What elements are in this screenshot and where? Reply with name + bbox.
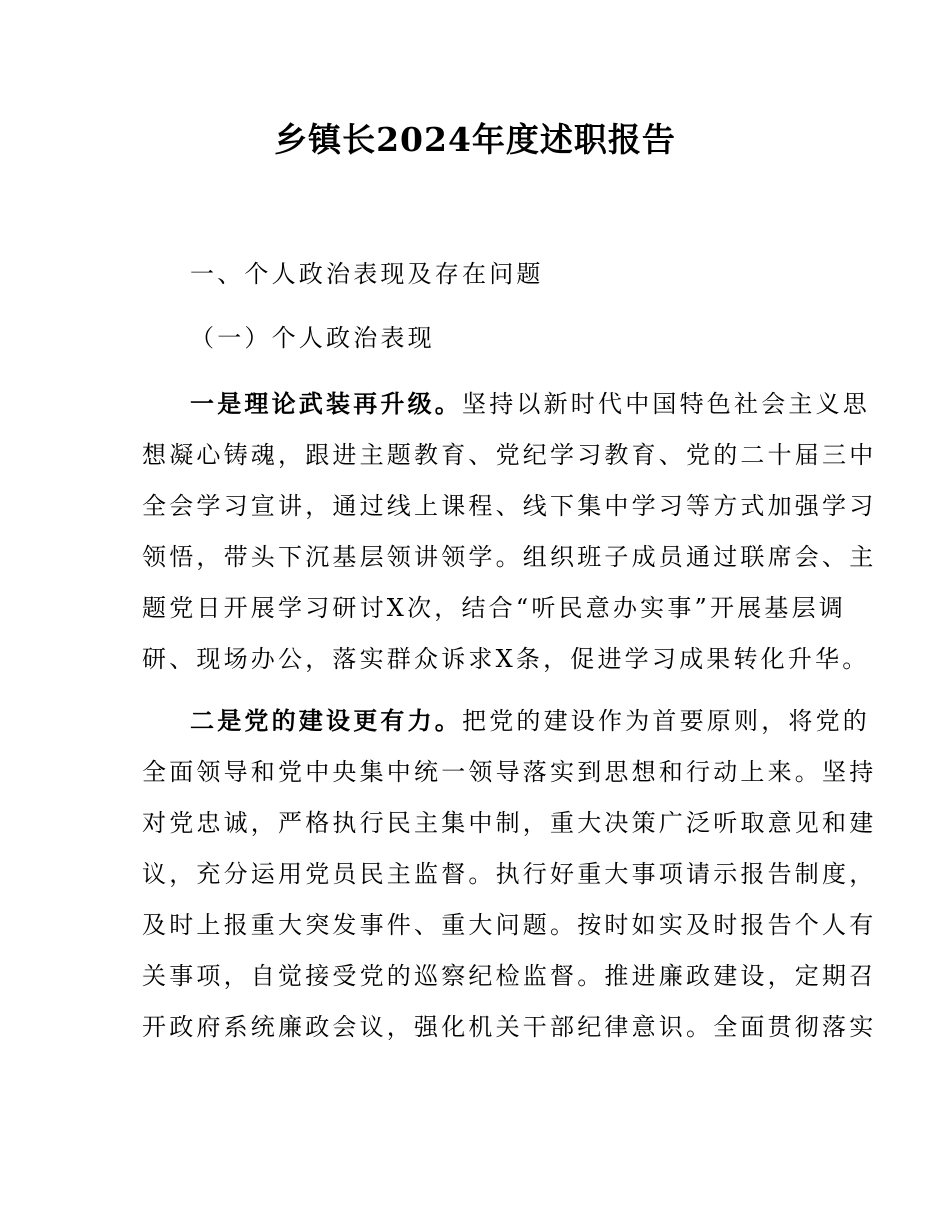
paragraph-2-line: 对党忠诚，严格执行民主集中制，重大决策广泛听取意见和建	[142, 809, 877, 837]
paragraph-1-lead: 一是理论武装再升级。	[190, 389, 462, 418]
document-title: 乡镇长2024年度述职报告	[274, 120, 676, 159]
paragraph-1-line: 想凝心铸魂，跟进主题教育、党纪学习教育、党的二十届三中	[142, 441, 877, 469]
paragraph-2-line: 开政府系统廉政会议，强化机关干部纪律意识。全面贯彻落实	[142, 1013, 877, 1041]
paragraph-1-first-line-text: 坚持以新时代中国特色社会主义思	[462, 390, 870, 418]
paragraph-2-first-line	[190, 701, 870, 741]
paragraph-2-line: 关事项，自觉接受党的巡察纪检监督。推进廉政建设，定期召	[142, 962, 877, 990]
paragraph-1-line: 题党日开展学习研讨X次，结合“听民意办实事”开展基层调	[142, 594, 847, 622]
paragraph-2-line: 全面领导和党中央集中统一领导落实到思想和行动上来。坚持	[142, 758, 877, 786]
paragraph-1-line: 领悟，带头下沉基层领讲领学。组织班子成员通过联席会、主	[142, 543, 877, 571]
paragraph-1-line: 全会学习宣讲，通过线上课程、线下集中学习等方式加强学习	[142, 492, 877, 520]
paragraph-1-first-line	[190, 384, 870, 424]
paragraph-2-first-line-text: 把党的建设作为首要原则，将党的	[462, 707, 870, 735]
subsection-heading: （一）个人政治表现	[190, 324, 435, 352]
paragraph-2-line: 及时上报重大突发事件、重大问题。按时如实及时报告个人有	[142, 911, 877, 939]
paragraph-1-line: 研、现场办公，落实群众诉求X条，促进学习成果转化升华。	[142, 645, 870, 673]
section-heading: 一、个人政治表现及存在问题	[190, 260, 544, 288]
paragraph-2-line: 议，充分运用党员民主监督。执行好重大事项请示报告制度，	[142, 860, 877, 888]
paragraph-2-lead: 二是党的建设更有力。	[190, 706, 462, 735]
